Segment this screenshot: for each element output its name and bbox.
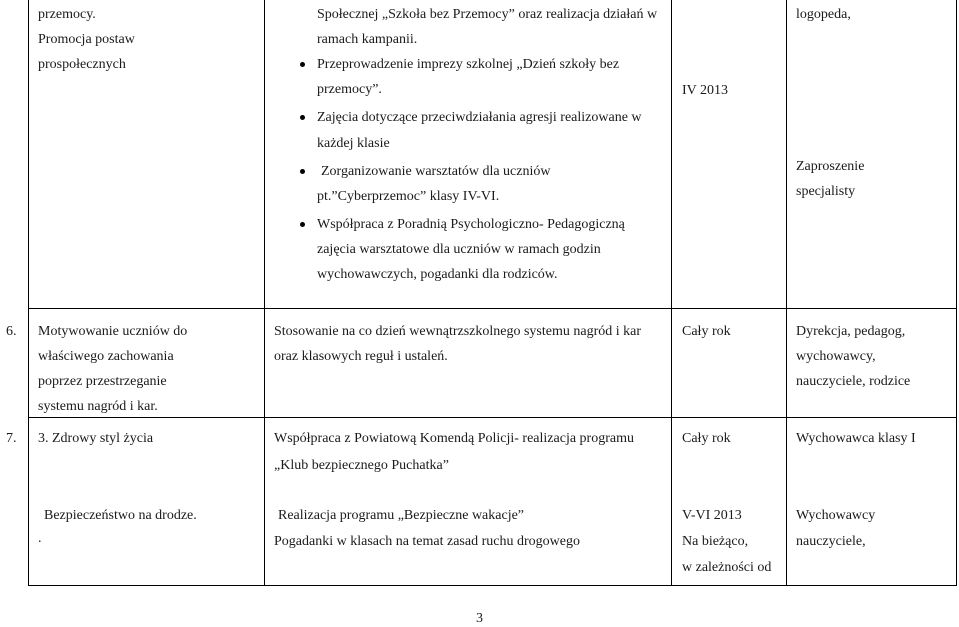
bullet-icon (300, 169, 305, 174)
goal-text: Promocja postaw (38, 32, 135, 47)
task-text: każdej klasie (317, 136, 390, 151)
grid-line (28, 308, 957, 309)
date-text: IV 2013 (682, 83, 729, 98)
task-text: Zorganizowanie warsztatów dla uczniów (321, 164, 551, 179)
goal-text: prospołecznych (38, 57, 126, 72)
task-text: pt.”Cyberprzemoc” klasy IV-VI. (317, 189, 500, 204)
goal-text: właściwego zachowania (38, 349, 174, 364)
goal-text: 3. Zdrowy styl życia (38, 431, 154, 446)
responsible-text: Wychowawca klasy I (796, 431, 916, 446)
task-text: Zajęcia dotyczące przeciwdziałania agresji realizowane w (317, 110, 642, 125)
date-text: V-VI 2013 (682, 508, 742, 523)
responsible-text: nauczyciele, (796, 534, 866, 549)
goal-text: Motywowanie uczniów do (38, 324, 188, 339)
task-text: Przeprowadzenie imprezy szkolnej „Dzień szkoły bez (317, 57, 620, 72)
responsible-text: specjalisty (796, 184, 856, 199)
task-text: Współpraca z Powiatową Komendą Policji- realizacja programu (274, 431, 634, 446)
task-text: Realizacja programu „Bezpieczne wakacje” (278, 508, 525, 523)
date-text: w zależności od (682, 560, 772, 575)
responsible-text: Zaproszenie (796, 159, 865, 174)
task-text: ramach kampanii. (317, 32, 418, 47)
task-text: wychowawczych, pogadanki dla rodziców. (317, 267, 558, 282)
task-text: oraz klasowych reguł i ustaleń. (274, 349, 448, 364)
grid-line (28, 417, 957, 418)
date-text: Na bieżąco, (682, 534, 749, 549)
responsible-text: Wychowawcy (796, 508, 876, 523)
bullet-icon (300, 62, 305, 67)
row-number: 7. (6, 431, 17, 446)
task-text: przemocy”. (317, 82, 382, 97)
grid-line (28, 0, 29, 585)
task-text: Pogadanki w klasach na temat zasad ruchu drogowego (274, 534, 580, 549)
responsible-text: Dyrekcja, pedagog, (796, 324, 906, 339)
grid-line (671, 0, 672, 585)
bullet-icon (300, 115, 305, 120)
grid-line (786, 0, 787, 585)
goal-text: poprzez przestrzeganie (38, 374, 167, 389)
task-text: zajęcia warsztatowe dla uczniów w ramach godzin (317, 242, 601, 257)
goal-text: . (38, 531, 42, 546)
task-text: „Klub bezpiecznego Puchatka” (274, 458, 449, 473)
grid-line (956, 0, 957, 585)
responsible-text: wychowawcy, (796, 349, 876, 364)
page-number: 3 (476, 611, 483, 626)
date-text: Cały rok (682, 431, 731, 446)
responsible-text: nauczyciele, rodzice (796, 374, 911, 389)
goal-text: systemu nagród i kar. (38, 399, 158, 414)
task-text: Stosowanie na co dzień wewnątrzszkolnego systemu nagród i kar (274, 324, 642, 339)
task-text: Społecznej „Szkoła bez Przemocy” oraz realizacja działań w (317, 7, 658, 22)
bullet-icon (300, 222, 305, 227)
responsible-text: logopeda, (796, 7, 851, 22)
grid-line (264, 0, 265, 585)
grid-line (28, 585, 957, 586)
task-text: Współpraca z Poradnią Psychologiczno- Pedagogiczną (317, 217, 625, 232)
row-number: 6. (6, 324, 17, 339)
goal-text: Bezpieczeństwo na drodze. (44, 508, 197, 523)
date-text: Cały rok (682, 324, 731, 339)
goal-text: przemocy. (38, 7, 96, 22)
